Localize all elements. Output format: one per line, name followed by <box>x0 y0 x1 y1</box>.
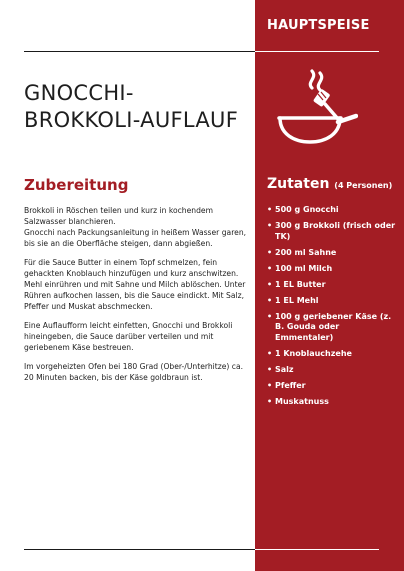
ingredients-heading <box>267 176 392 192</box>
category-label: HAUPTSPEISE <box>267 18 370 33</box>
ingredient-text: 300 g Brokkoli (frisch oder TK) <box>275 221 396 241</box>
ingredient-item <box>267 381 397 392</box>
bottom-divider <box>24 549 255 550</box>
bullet-icon: • <box>267 295 273 305</box>
ingredient-text: 100 ml Milch <box>275 263 333 273</box>
ingredient-item <box>267 248 397 259</box>
frying-pan-icon <box>276 68 358 146</box>
bullet-icon: • <box>267 247 273 257</box>
ingredient-item <box>267 296 397 307</box>
ingredient-item <box>267 397 397 408</box>
sidebar-bottom-divider <box>255 549 379 550</box>
ingredients-sidebar <box>255 0 404 571</box>
step-1: Brokkoli in Röschen teilen und kurz in kochendem Salzwasser blanchieren. Gnocchi nach Packungsanleitung in heißem Wasser garen, bis sie an die Oberfläche steigen, dann abgießen. <box>24 206 247 248</box>
ingredient-item <box>267 221 397 242</box>
ingredient-item <box>267 205 397 216</box>
ingredient-text: Pfeffer <box>275 380 306 390</box>
ingredient-item <box>267 264 397 275</box>
preparation-heading: Zubereitung <box>24 176 129 194</box>
bullet-icon: • <box>267 205 273 214</box>
bullet-icon: • <box>267 279 273 289</box>
bullet-icon: • <box>267 348 273 358</box>
servings-label: (4 Personen) <box>334 181 393 190</box>
title-line-2: BROKKOLI-AUFLAUF <box>24 108 239 132</box>
title-line-1: GNOCCHI- <box>24 81 134 105</box>
step-3: Eine Auflaufform leicht einfetten, Gnocchi und Brokkoli hineingeben, die Sauce darüber verteilen und mit geriebenem Käse bestreuen. <box>24 321 233 352</box>
ingredient-item <box>267 280 397 291</box>
ingredient-text: 200 ml Sahne <box>275 247 337 257</box>
recipe-title <box>24 80 250 134</box>
ingredient-text: Muskatnuss <box>275 396 329 406</box>
bullet-icon: • <box>267 221 273 230</box>
sidebar-top-divider <box>255 51 379 52</box>
bullet-icon: • <box>267 364 273 374</box>
bullet-icon: • <box>267 311 273 321</box>
ingredient-text: Salz <box>275 364 294 374</box>
ingredient-text: 1 EL Butter <box>275 279 326 289</box>
ingredient-text: 1 EL Mehl <box>275 295 319 305</box>
bullet-icon: • <box>267 396 273 406</box>
step-4: Im vorgeheizten Ofen bei 180 Grad (Ober-/Unterhitze) ca. 20 Minuten backen, bis der Käse goldbraun ist. <box>24 362 244 382</box>
ingredient-item <box>267 312 397 344</box>
ingredient-item <box>267 349 397 360</box>
preparation-steps <box>24 205 249 391</box>
bullet-icon: • <box>267 380 273 390</box>
ingredients-list <box>267 205 397 413</box>
ingredient-item <box>267 365 397 376</box>
ingredient-text: 1 Knoblauchzehe <box>275 348 352 358</box>
ingredients-title: Zutaten <box>267 176 330 192</box>
top-divider <box>24 51 255 52</box>
step-2: Für die Sauce Butter in einem Topf schmelzen, fein gehackten Knoblauch hinzufügen und kurz anschwitzen. Mehl einrühren und mit Sahne und Milch ablöschen. Unter Rühren aufkochen lassen, bis die Sauce eindickt. Mit Salz, Pfeffer und Muskat abschmecken. <box>24 258 246 311</box>
bullet-icon: • <box>267 263 273 273</box>
ingredient-text: 100 g geriebener Käse (z. B. Gouda oder Emmentaler) <box>275 311 392 342</box>
ingredient-text: 500 g Gnocchi <box>275 205 339 214</box>
